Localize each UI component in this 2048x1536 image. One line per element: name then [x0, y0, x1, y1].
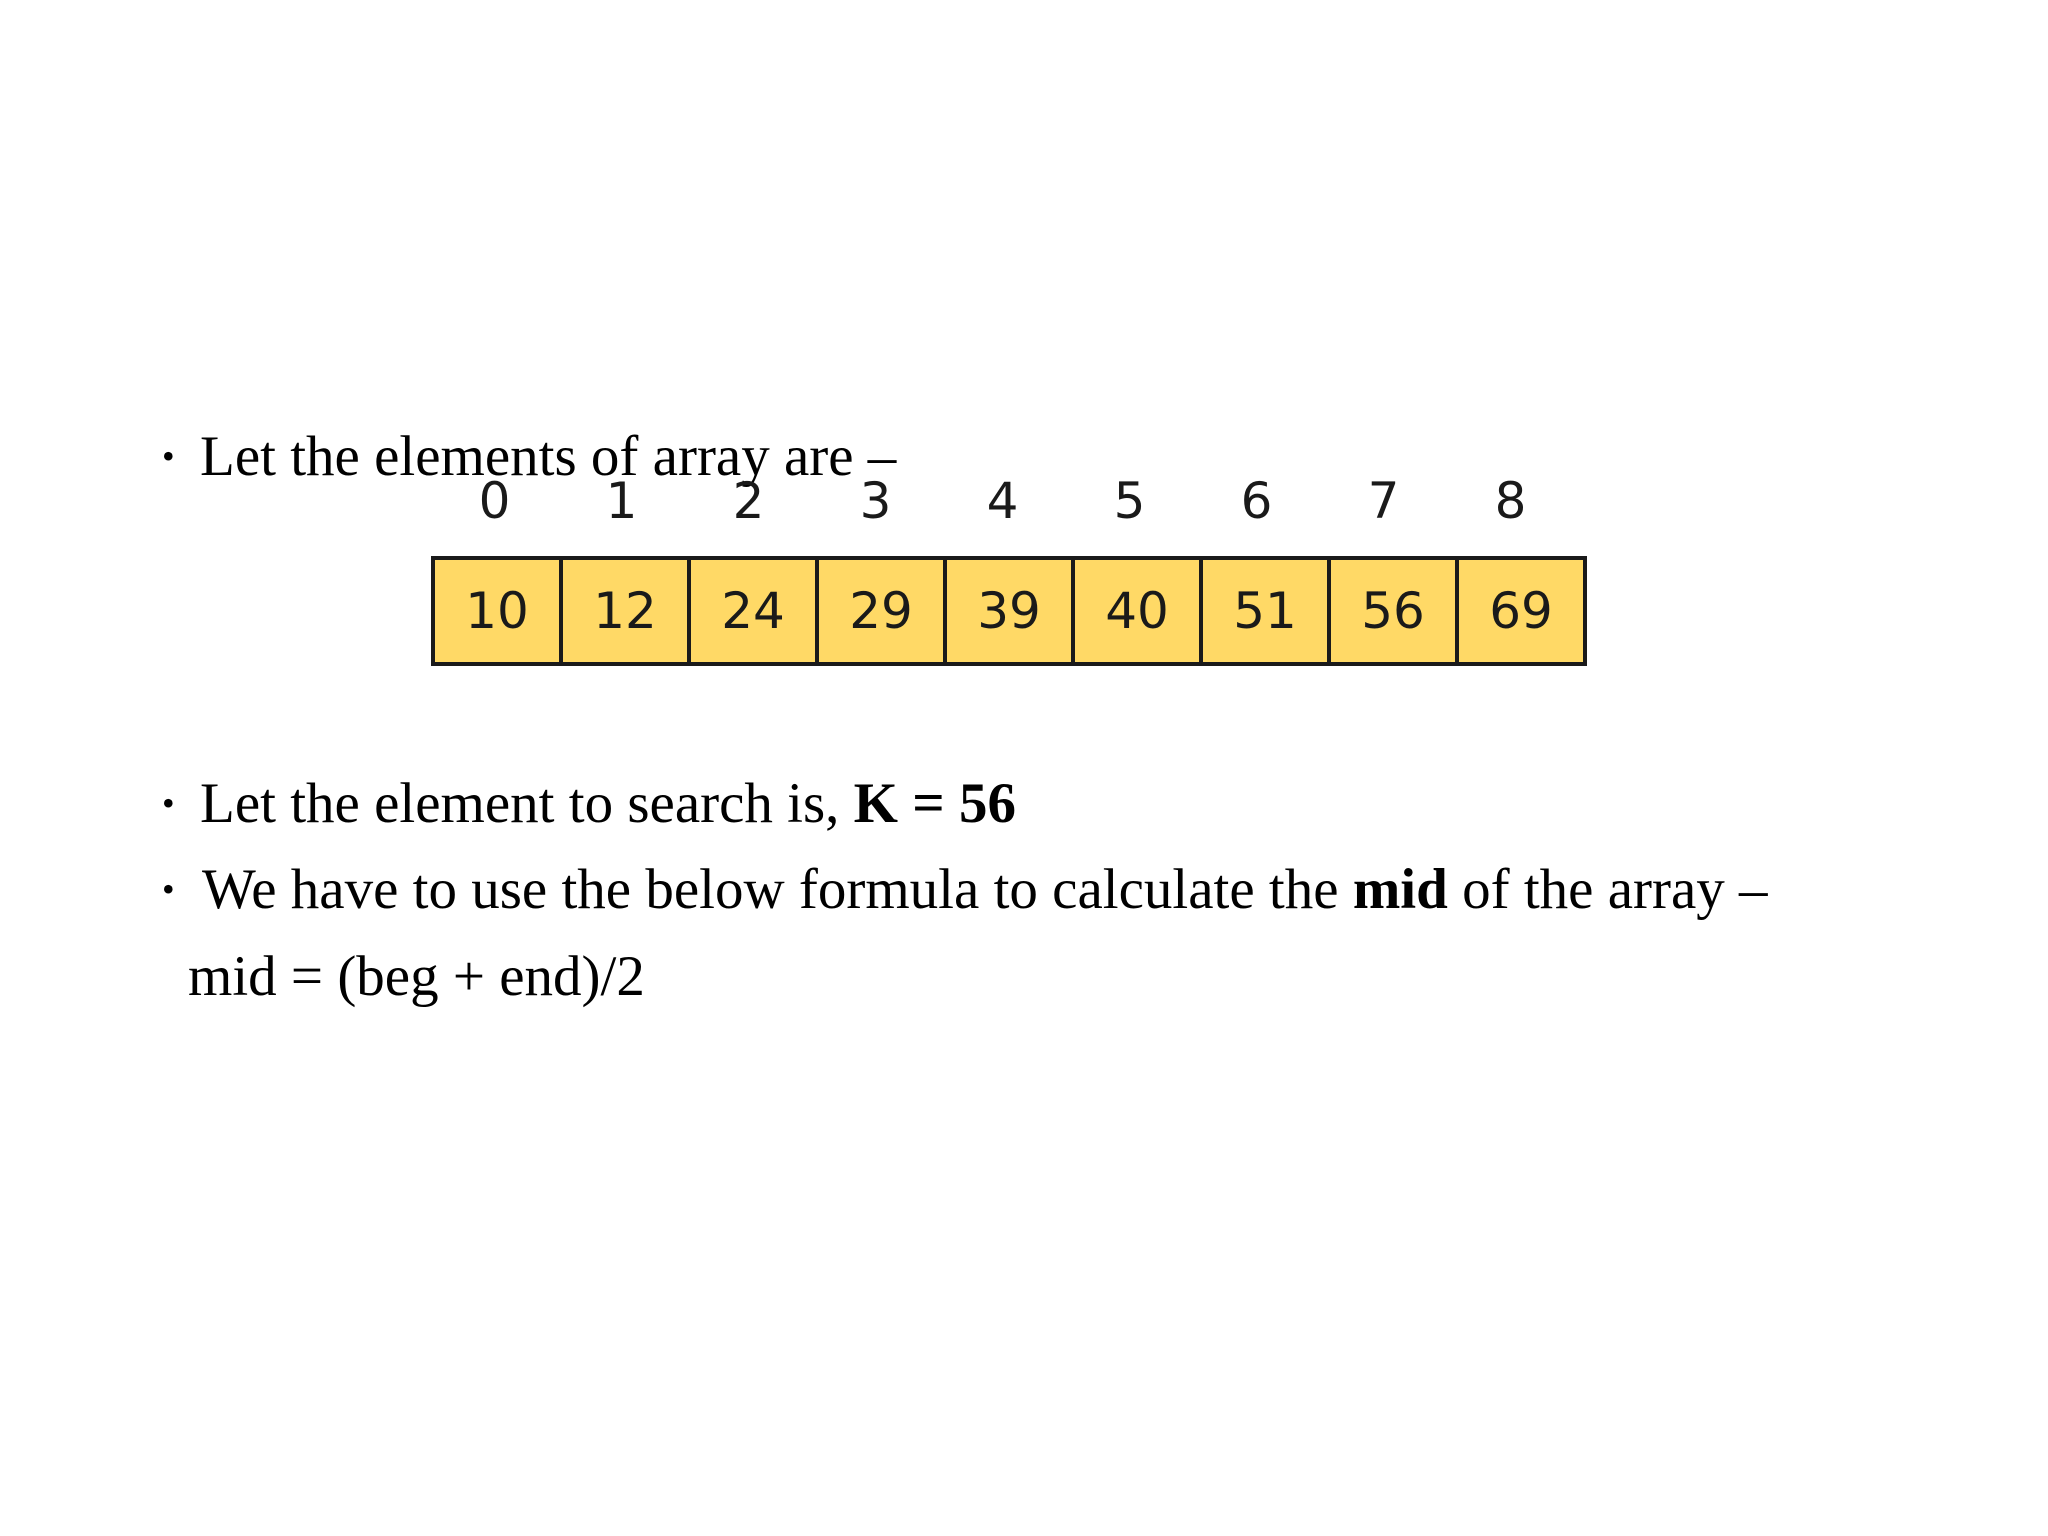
bullet-text-mid-formula-intro [202, 858, 1768, 921]
bullet-marker: • [162, 783, 175, 823]
array-index: 0 [478, 472, 511, 530]
array-diagram [427, 472, 1577, 666]
bullet-text-array-intro: Let the elements of array are – [200, 425, 897, 488]
array-index: 7 [1367, 472, 1400, 530]
array-cell: 51 [1203, 560, 1331, 662]
array-cell: 29 [819, 560, 947, 662]
bullet-marker: • [162, 869, 175, 909]
array-index: 5 [1113, 472, 1146, 530]
search-key-label: Let the element to search is, [200, 772, 854, 835]
array-index: 8 [1494, 472, 1527, 530]
array-index: 1 [605, 472, 638, 530]
bullet-text-search-key [200, 772, 1016, 835]
array-index: 2 [732, 472, 765, 530]
array-cell: 10 [435, 560, 563, 662]
mid-intro-suffix: of the array – [1447, 858, 1768, 921]
array-cell: 69 [1489, 582, 1553, 640]
array-index: 6 [1240, 472, 1273, 530]
mid-term: mid [1352, 858, 1448, 921]
array-index: 4 [986, 472, 1019, 530]
bullet-marker: • [162, 436, 175, 476]
array-cells [431, 556, 1587, 666]
search-key-value: K = 56 [853, 772, 1016, 835]
array-cell: 39 [947, 560, 1075, 662]
array-cell: 56 [1331, 560, 1459, 662]
array-index: 3 [859, 472, 892, 530]
mid-intro-prefix: We have to use the below formula to calculate the [202, 858, 1353, 921]
array-cell: 40 [1075, 560, 1203, 662]
array-cell: 12 [563, 560, 691, 662]
array-cell: 24 [691, 560, 819, 662]
mid-formula: mid = (beg + end)/2 [188, 945, 645, 1008]
